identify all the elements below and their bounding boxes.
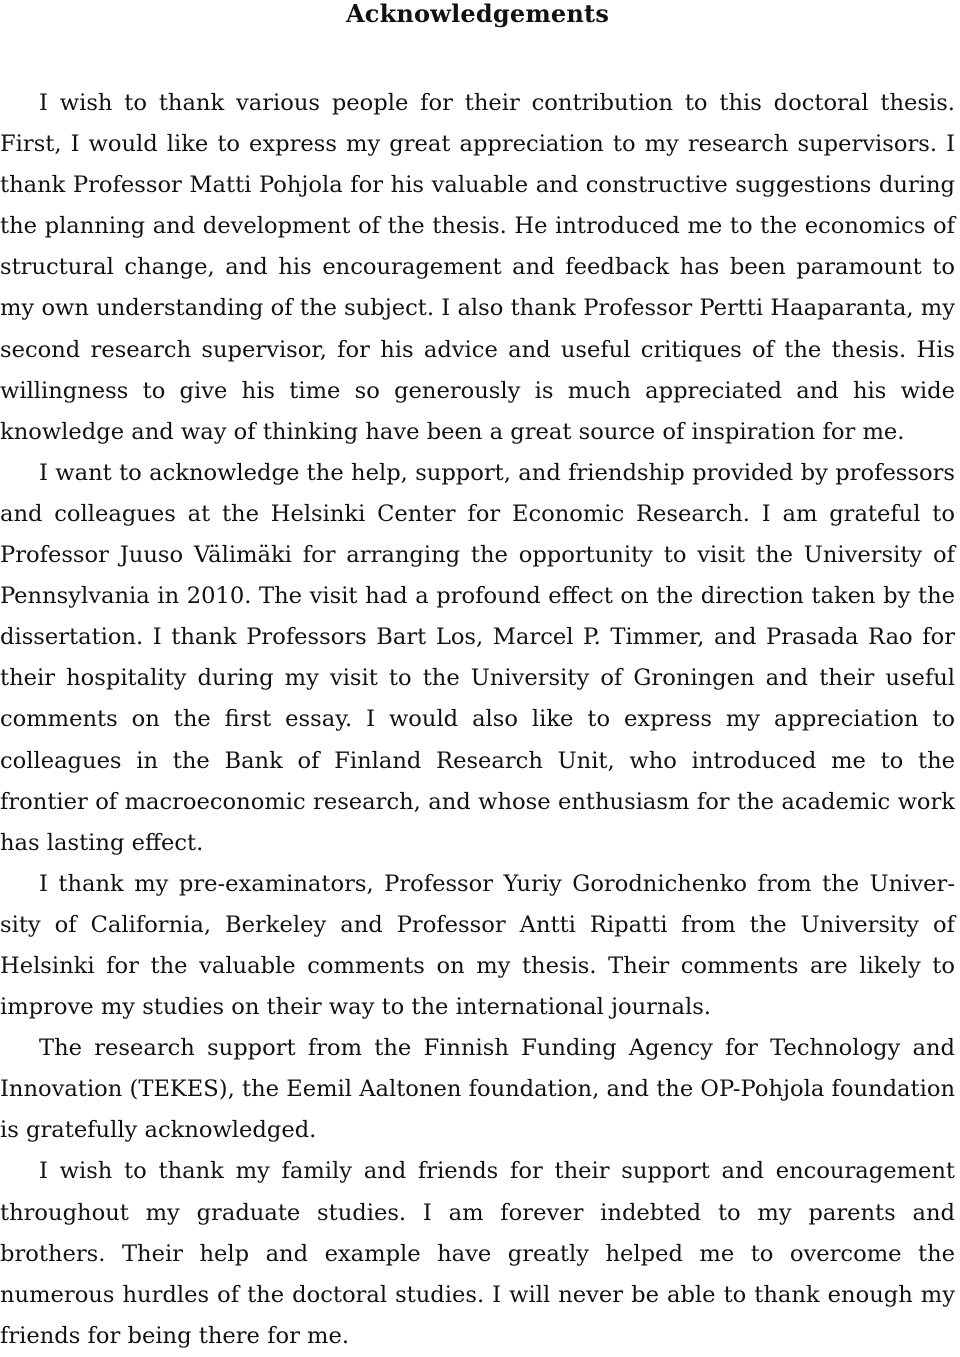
page-title: Acknowledgements xyxy=(345,0,610,28)
document-body xyxy=(0,83,955,1357)
paragraph-family-friends: I wish to thank my family and friends for their support and encouragement throughout my graduate studies. I am forever indebted to my parents and brothers. Their help and example have greatly helped me to overcome the numerous hurdles of the doctoral studies. I will never be able to thank enough my friends for being there for me. xyxy=(0,1158,955,1349)
paragraph-funding: The research support from the Finnish Funding Agency for Technology and Innovation (TEKES), the Eemil Aaltonen foundation, and the OP-Pohjola foundation is gratefully acknowledged. xyxy=(0,1035,955,1144)
paragraph-supervisors: I wish to thank various people for their contribution to this doctoral thesis. First, I would like to express my great appreciation to my research supervisors. I thank Professor Matti Pohjola for his valuable and constructive suggestions during the planning and development of the thesis. He introduced me to the economics of structural change, and his encouragement and feedback has been paramount to my own understanding of the subject. I also thank Professor Pertti Haaparanta, my second research supervisor, for his advice and useful critiques of the thesis. His willingness to give his time so generously is much appreciated and his wide knowledge and way of thinking have been a great source of inspiration for me. xyxy=(0,90,955,445)
paragraph-pre-examinators: I thank my pre-examinators, Professor Yuriy Gorodnichenko from the University of California, Berkeley and Professor Antti Ripatti from the University of Helsinki for the valuable comments on my thesis. Their comments are likely to improve my studies on their way to the international journals. xyxy=(0,870,955,1021)
paragraph-colleagues: I want to acknowledge the help, support, and friendship provided by professors and colleagues at the Helsinki Center for Economic Research. I am grateful to Professor Juuso Välimäki for arranging the opportunity to visit the University of Pennsylvania in 2010. The visit had a profound effect on the direction taken by the dissertation. I thank Professors Bart Los, Marcel P. Timmer, and Prasada Rao for their hospitality during my visit to the University of Groningen and their useful comments on the first essay. I would also like to express my appreciation to colleagues in the Bank of Finland Research Unit, who introduced me to the frontier of macroeconomic research, and whose enthusiasm for the academic work has lasting effect. xyxy=(0,459,955,856)
